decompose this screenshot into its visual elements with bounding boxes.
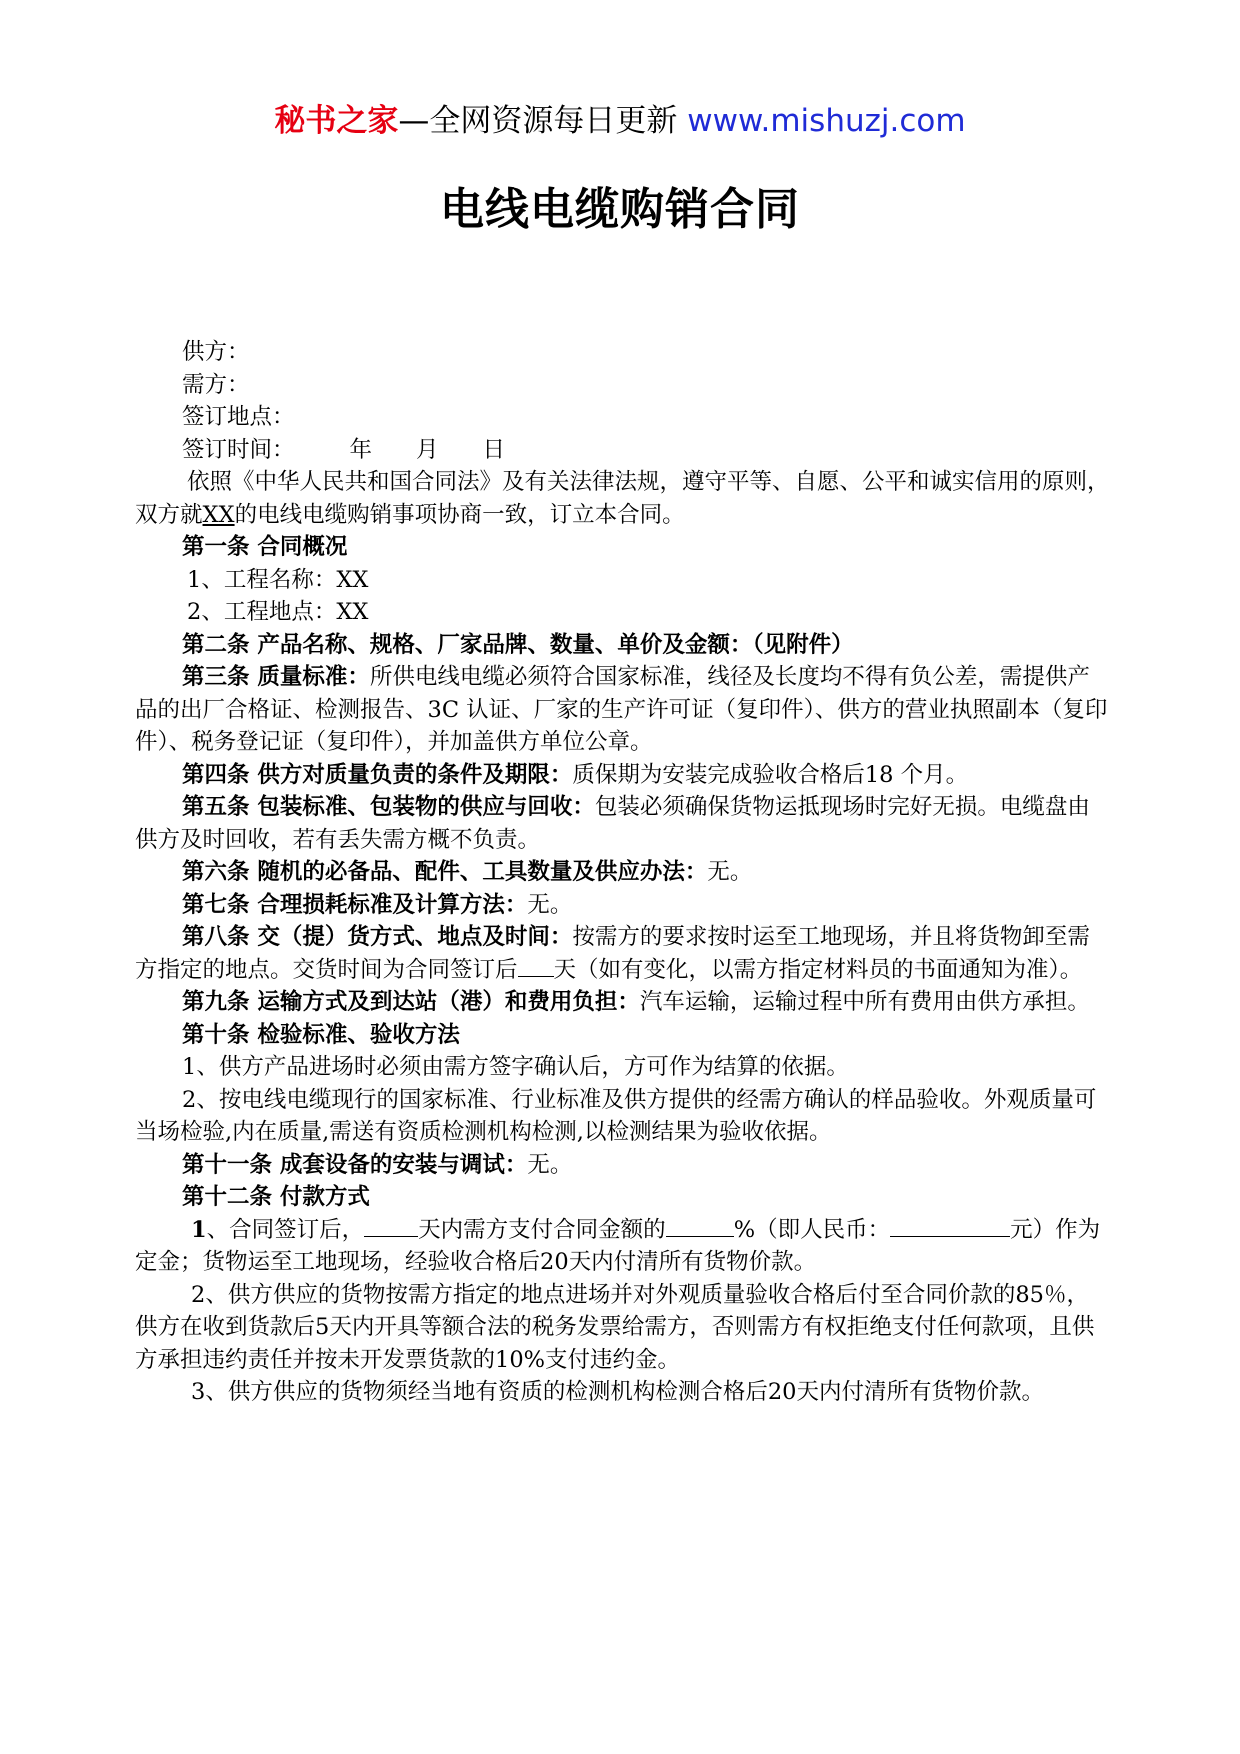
intro-paragraph [135,466,1110,531]
delivery-days-blank [518,954,554,977]
article-5-text: 包装必须确保货物运抵现场时完好无损。电缆盘由供方及时回收，若有丢失需方概不负责。 [135,794,1090,853]
contract-body [135,336,1110,1409]
article-4-text: 质保期为安装完成验收合格后18 个月。 [572,761,969,788]
slogan: —全网资源每日更新 [398,103,688,139]
supplier-line: 供方： [182,339,250,365]
deposit-amount-blank [890,1214,1010,1237]
article-2-title: 第二条 产品名称、规格、厂家品牌、数量、单价及金额：（见附件） [182,631,854,658]
article-11 [135,1149,1110,1182]
site-header [0,100,1240,142]
article-12-title: 第十二条 付款方式 [182,1184,370,1210]
article-8-text-1: 按需方的要求按时运至工地现场，并且将货物卸至需方指定的地点。交货时间为合同签订后 [135,924,1090,983]
place-line: 签订地点： [182,404,295,430]
article-10-item-1: 1、供方产品进场时必须由需方签字确认后，方可作为结算的依据。 [182,1054,849,1080]
brand-name: 秘书之家 [274,103,399,139]
intro-text-end: 的电线电缆购销事项协商一致，订立本合同。 [234,501,685,528]
month-label: 月 [416,436,439,463]
deposit-percent-blank [666,1214,734,1237]
article-11-text: 无。 [527,1151,573,1178]
article-12-item-1 [135,1214,1110,1279]
year-label: 年 [349,436,373,463]
article-7-title: 第七条 合理损耗标准及计算方法： [182,891,528,918]
article-1-item-2: 2、工程地点：XX [187,599,369,625]
article-9-title: 第九条 运输方式及到达站（港）和费用负担： [182,989,640,1015]
article-12-item-3: 3、供方供应的货物须经当地有资质的检测机构检测合格后20天内付清所有货物价款。 [191,1379,1044,1405]
day-label: 日 [482,436,506,463]
article-9 [135,986,1110,1019]
article-9-text: 汽车运输，运输过程中所有费用由供方承担。 [639,989,1090,1015]
deposit-days-blank [364,1214,418,1237]
site-url[interactable]: www.mishuzj.com [687,103,966,139]
article-12-item-1-text-b: 天内需方支付合同金额的 [418,1216,666,1243]
article-3-text: 所供电线电缆必须符合国家标准，线径及长度均不得有负公差，需提供产品的出厂合格证、检测报告、3C 认证、厂家的生产许可证（复印件）、供方的营业执照副本（复印件）、税务登记证（复印件），并加盖供方单位公章。 [135,664,1108,755]
article-10-item-2: 2、按电线电缆现行的国家标准、行业标准及供方提供的经需方确认的样品验收。外观质量可当场检验,内在质量,需送有资质检测机构检测,以检测结果为验收依据。 [135,1086,1097,1145]
article-4 [135,759,1110,792]
article-3-title: 第三条 质量标准： [182,664,370,690]
intro-text: 依照《中华人民共和国合同法》及有关法律法规，遵守平等、自愿、公平和诚实信用的原则，双方就 [135,469,1110,528]
document-title: 电线电缆购销合同 [440,184,800,235]
article-11-title: 第十一条 成套设备的安装与调试： [182,1151,528,1178]
article-8-title: 第八条 交（提）货方式、地点及时间： [182,924,573,950]
article-1-item-1: 1、工程名称：XX [187,566,369,593]
article-6 [135,856,1110,889]
article-12-item-1-text-c: %（即人民币： [733,1216,891,1243]
article-12-item-1-text-a: 、合同签订后， [206,1216,365,1243]
article-12-item-2: 2、供方供应的货物按需方指定的地点进场并对外观质量验收合格后付至合同价款的85％，供方在收到货款后5天内开具等额合法的税务发票给需方，否则需方有权拒绝支付任何款项，且供方承担违约责任并按未开发票货款的10%支付违约金。 [135,1281,1095,1373]
time-label: 签订时间： [182,436,295,463]
time-line [135,434,1110,467]
article-7-text: 无。 [527,891,573,918]
article-8 [135,921,1110,986]
article-6-title: 第六条 随机的必备品、配件、工具数量及供应办法： [182,859,708,885]
article-12-item-1-text-d: 元）作为定金；货物运至工地现场，经验收合格后20天内付清所有货物价款。 [135,1216,1101,1275]
article-12-item-1-number: 1 [191,1216,207,1243]
article-5-title: 第五条 包装标准、包装物的供应与回收： [182,794,595,820]
article-4-title: 第四条 供方对质量负责的条件及期限： [182,761,573,788]
buyer-line: 需方： [182,371,250,398]
article-5 [135,791,1110,856]
article-6-text: 无。 [707,859,753,885]
article-7 [135,889,1110,922]
article-10-title: 第十条 检验标准、验收方法 [182,1021,460,1048]
article-8-text-2: 天（如有变化，以需方指定材料员的书面通知为准）。 [553,956,1083,983]
article-3 [135,661,1110,759]
article-1-title: 第一条 合同概况 [182,534,348,560]
intro-blank: XX [202,501,235,528]
